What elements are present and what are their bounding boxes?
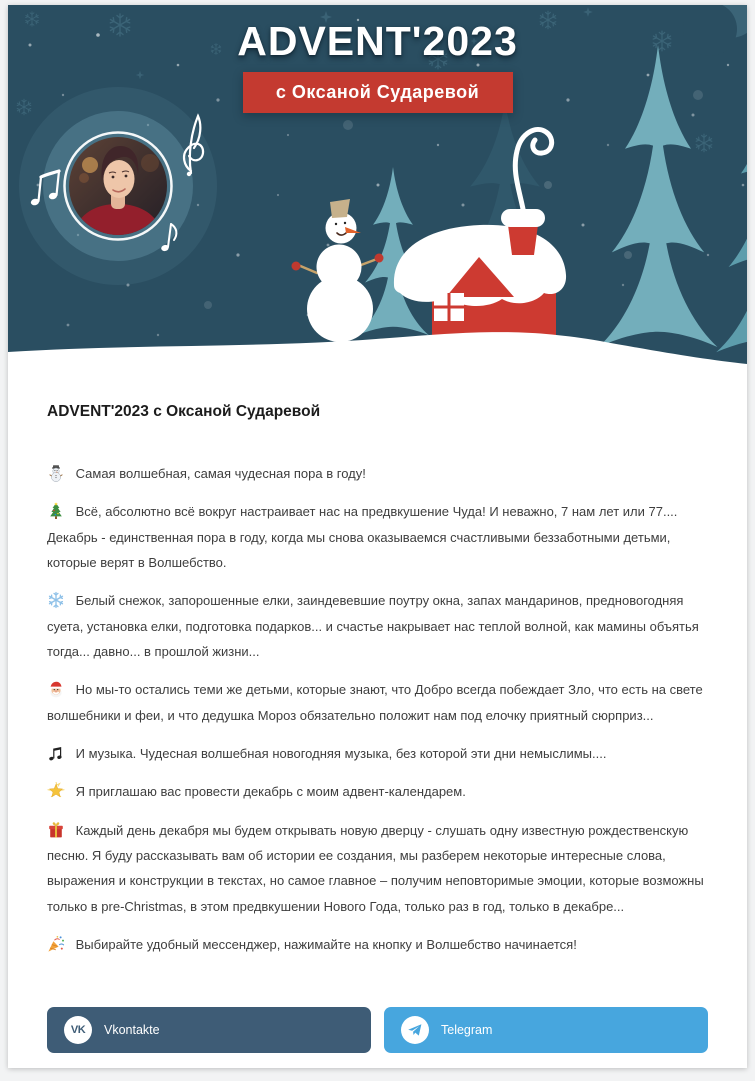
telegram-button-label: Telegram	[441, 1022, 493, 1037]
paragraph-text: Белый снежок, запорошенные елки, заиндевевшие поутру окна, запах мандаринов, предновогодняя суета, установка елки, подготовка подарков... и счастье накрывает нас теплой волной, как мамины объятья тогда... давно... в прошлой жизни...	[47, 593, 699, 660]
christmas-tree-emoji	[47, 502, 65, 520]
paragraph-text: И музыка. Чудесная волшебная новогодняя музыка, без которой эти дни немыслимы....	[75, 746, 607, 762]
paragraph-text: Каждый день декабря мы будем открывать новую дверцу - слушать одну известную рождественскую песню. Я буду рассказывать вам об истории ее создания, мы разберем некоторые интересные слова, выражения и конструкции в текстах, но самое главное – получим неповторимые эмоции, которые возможны только в pre-Christmas, в этом предвкушении Нового Года, только раз в год, только в декабре...	[47, 822, 704, 914]
paragraph-text: Я приглашаю вас провести декабрь с моим адвент-календарем.	[75, 784, 466, 800]
paragraph	[47, 461, 708, 486]
paragraph	[47, 588, 708, 664]
paragraph-text: Самая волшебная, самая чудесная пора в году!	[75, 466, 366, 481]
chimney	[508, 225, 538, 255]
chimney-cap	[501, 209, 545, 227]
star-emoji	[47, 782, 65, 800]
music-notes-emoji	[47, 744, 65, 762]
gift-emoji	[47, 821, 65, 839]
bucket-hat	[330, 199, 350, 218]
paragraph	[47, 932, 708, 957]
vk-icon: VK	[64, 1016, 92, 1044]
window	[434, 293, 464, 321]
santa-emoji	[47, 680, 65, 698]
paragraph	[47, 741, 708, 766]
page-card	[8, 5, 747, 1068]
paragraph-text: Но мы-то остались теми же детьми, которые знают, что Добро всегда побеждает Зло, что есть на свете волшебники и феи, и что дедушка Мороз обязательно положит нам под елочку приятный сюрприз...	[47, 682, 703, 723]
vkontakte-button-label: Vkontakte	[104, 1022, 160, 1037]
paragraph	[47, 818, 708, 919]
paragraph-text: Выбирайте удобный мессенджер, нажимайте на кнопку и Волшебство начинается!	[75, 937, 577, 953]
paragraph	[47, 779, 708, 804]
avatar	[19, 87, 217, 285]
paragraph-text: Всё, абсолютно всё вокруг настраивает нас на предвкушение Чуда! И неважно, 7 нам лет или 77.... Декабрь - единственная пора в году, когда мы снова оказываемся счастливыми беззаботными детьми, которые верят в Волшебство.	[47, 504, 678, 571]
paragraph	[47, 677, 708, 728]
snowflake-emoji	[47, 591, 65, 609]
paragraph	[47, 499, 708, 575]
messenger-buttons	[8, 971, 747, 1068]
snowman-emoji	[47, 464, 65, 482]
telegram-button[interactable]	[384, 1007, 708, 1053]
hero-subtitle-banner: с Оксаной Сударевой	[243, 72, 513, 113]
hero-title: ADVENT'2023	[237, 18, 518, 64]
hero-header	[8, 5, 747, 373]
content-section	[8, 373, 747, 958]
telegram-icon	[401, 1016, 429, 1044]
page-heading: ADVENT'2023 с Оксаной Сударевой	[47, 403, 321, 420]
vkontakte-button[interactable]	[47, 1007, 371, 1053]
party-popper-emoji	[47, 935, 65, 953]
